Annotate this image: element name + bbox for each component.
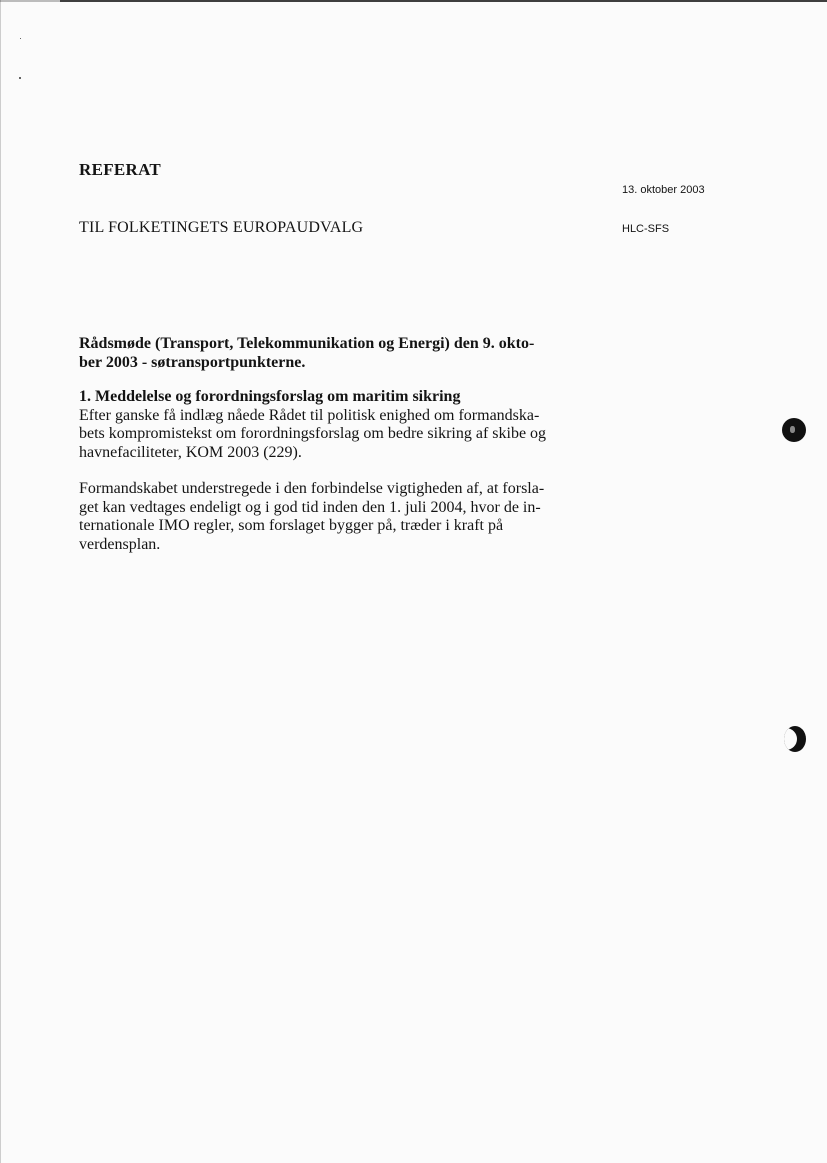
scan-speck <box>19 77 21 79</box>
page-left-edge <box>0 0 1 1163</box>
document-type-heading: REFERAT <box>79 160 162 179</box>
punch-hole-mark <box>784 726 806 752</box>
meeting-title <box>79 335 572 372</box>
meeting-title-line: Rådsmøde (Transport, Telekommunikation og Energi) den 9. okto- <box>79 335 535 352</box>
paragraph-line: ternationale IMO regler, som forslaget bygger på, træder i kraft på <box>79 517 504 534</box>
paragraph-line: Formandskabet understregede i den forbindelse vigtigheden af, at forsla- <box>79 480 545 497</box>
paragraph-line: bets kompromistekst om forordningsforslag om bedre sikring af skibe og <box>79 425 547 442</box>
document-body <box>79 335 572 554</box>
meeting-title-line: ber 2003 - søtransportpunkterne. <box>79 353 306 371</box>
reference-code: HLC-SFS <box>622 223 670 235</box>
recipient-line: TIL FOLKETINGETS EUROPAUDVALG <box>79 219 364 236</box>
page-top-edge <box>0 0 827 2</box>
section-heading: 1. Meddelelse og forordningsforslag om maritim sikring <box>79 388 461 405</box>
paragraph <box>79 480 572 554</box>
paragraph <box>79 407 572 463</box>
paragraph-line: havnefaciliteter, KOM 2003 (229). <box>79 443 302 461</box>
punch-hole-mark <box>782 418 806 442</box>
document-date: 13. oktober 2003 <box>622 184 705 196</box>
paragraph-line: Efter ganske få indlæg nåede Rådet til politisk enighed om formandska- <box>79 406 540 424</box>
paragraph-line: get kan vedtages endeligt og i god tid inden den 1. juli 2004, hvor de in- <box>79 498 541 516</box>
paragraph-line: verdensplan. <box>79 535 161 553</box>
scan-speck <box>20 38 21 39</box>
